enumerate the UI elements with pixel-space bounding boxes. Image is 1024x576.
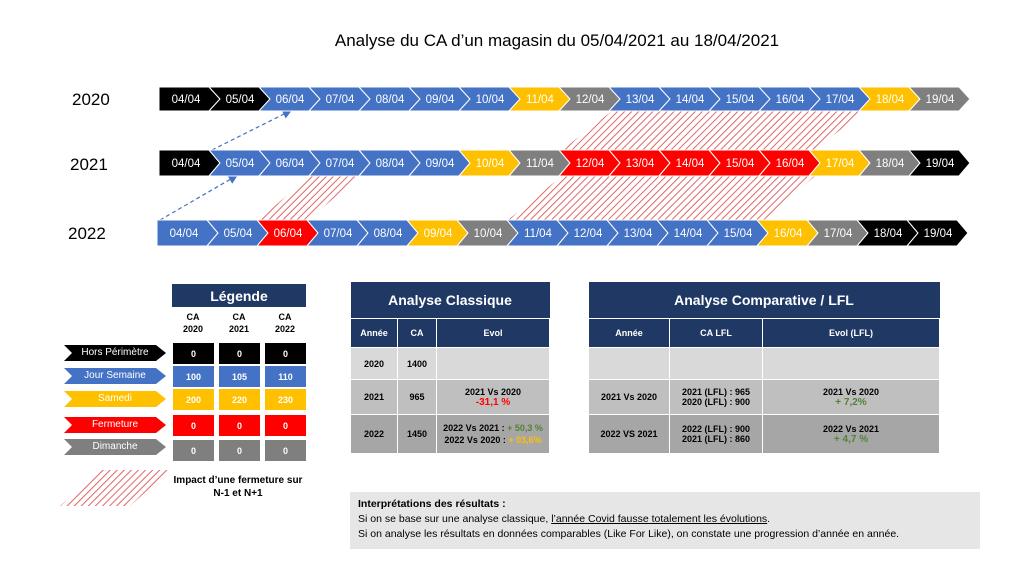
- legend-value-cell: 0: [173, 440, 214, 461]
- classic-evol-2021: [437, 380, 550, 415]
- lfl-row3-evol: [763, 415, 940, 454]
- day-label-2022-14: 18/04: [873, 228, 903, 240]
- lfl-header-evol: Evol (LFL): [763, 319, 940, 348]
- classic-evol-2022: [437, 415, 550, 454]
- lfl-row3-ca-b: 2021 (LFL) : 860: [681, 434, 751, 444]
- day-label-2020-12: 16/04: [775, 94, 805, 106]
- day-label-2021-1: 05/04: [225, 158, 255, 170]
- legend-value-cell: 230: [265, 389, 306, 410]
- day-label-2022-13: 17/04: [823, 228, 853, 240]
- legend-column-header: CA 2022: [274, 312, 296, 334]
- day-label-2020-7: 11/04: [526, 94, 554, 106]
- legend-value-cell: 110: [265, 366, 306, 387]
- timeline-diagram: [0, 0, 1024, 270]
- classic-evol-2020: [437, 348, 550, 380]
- legend-tag: [64, 417, 166, 433]
- impact-hatch-sample: [60, 470, 170, 506]
- day-label-2021-9: 13/04: [625, 158, 655, 170]
- interpretation-line1-suffix: .: [767, 513, 771, 525]
- classic-title: Analyse Classique: [351, 282, 550, 319]
- classic-evol-b-label: 2022 Vs 2020 :: [444, 435, 506, 445]
- classic-header-ca: CA: [398, 319, 437, 348]
- lfl-row3-ca: [670, 415, 763, 454]
- legend-value-cell: 0: [219, 343, 260, 364]
- classic-evol-a-value: + 50,3 %: [507, 423, 543, 433]
- interpretation-line1-underlined: l’année Covid fausse totalement les évolutions: [551, 513, 768, 525]
- lfl-row2-evol: [763, 380, 940, 415]
- legend-value-cell: 0: [265, 440, 306, 461]
- lfl-header-year: Année: [589, 319, 670, 348]
- impact-band-2020-2021: [562, 111, 864, 150]
- year-label-2020: 2020: [72, 90, 110, 109]
- lfl-row1-evol: [763, 348, 940, 380]
- day-label-2022-12: 16/04: [773, 228, 803, 240]
- lfl-row2-ca: [670, 380, 763, 415]
- lfl-row2-evol-value: + 7,2%: [835, 396, 867, 408]
- day-label-2022-9: 13/04: [623, 228, 653, 240]
- day-label-2021-4: 08/04: [375, 158, 405, 170]
- classic-evol-2021-value: -31,1 %: [475, 396, 511, 408]
- day-label-2022-2: 06/04: [273, 228, 303, 240]
- day-label-2022-1: 05/04: [223, 228, 253, 240]
- day-label-2020-4: 08/04: [375, 94, 405, 106]
- day-label-2021-0: 04/04: [171, 158, 201, 170]
- classic-year-2021: 2021: [351, 380, 398, 415]
- legend-value-cell: 105: [219, 366, 260, 387]
- legend-tag-label: Dimanche: [92, 441, 138, 452]
- legend-value-cell: 220: [219, 389, 260, 410]
- year-label-2021: 2021: [70, 155, 108, 174]
- interpretation-line1-prefix: Si on se base sur une analyse classique,: [358, 513, 552, 525]
- day-label-2022-3: 07/04: [323, 228, 353, 240]
- day-label-2021-14: 18/04: [875, 158, 905, 170]
- shift-arrow-lower: [160, 176, 236, 220]
- legend-tag: [64, 391, 166, 407]
- legend-tag: [64, 345, 166, 361]
- day-label-2020-2: 06/04: [275, 94, 305, 106]
- day-label-2022-4: 08/04: [373, 228, 403, 240]
- day-label-2020-0: 04/04: [171, 94, 201, 106]
- legend-value-cell: 0: [173, 343, 214, 364]
- legend-value-cell: 0: [173, 415, 214, 436]
- legend-tag: [64, 439, 166, 455]
- legend-column-header: CA 2020: [182, 312, 204, 334]
- page-title: Analyse du CA d’un magasin du 05/04/2021 au 18/04/2021: [334, 31, 780, 50]
- classic-ca-2022: 1450: [398, 415, 437, 454]
- legend-tag-label: Jour Semaine: [84, 370, 146, 381]
- lfl-row1-ca: [670, 348, 763, 380]
- day-label-2021-10: 14/04: [675, 158, 705, 170]
- impact-band-2021-2022-a: [258, 176, 360, 220]
- day-label-2021-5: 09/04: [425, 158, 455, 170]
- day-label-2020-14: 18/04: [875, 94, 905, 106]
- classic-ca-2021: 965: [398, 380, 437, 415]
- legend-value-cell: 0: [265, 415, 306, 436]
- lfl-table: [588, 282, 940, 454]
- legend-tag: [64, 368, 166, 384]
- lfl-title: Analyse Comparative / LFL: [589, 282, 940, 319]
- day-label-2021-12: 16/04: [775, 158, 805, 170]
- lfl-row2-ca-b: 2020 (LFL) : 900: [681, 397, 751, 407]
- impact-band-2021-2022-b: [508, 176, 815, 220]
- day-label-2022-10: 14/04: [673, 228, 703, 240]
- classic-year-2022: 2022: [351, 415, 398, 454]
- day-label-2020-11: 15/04: [725, 94, 755, 106]
- lfl-row2-evol-label: 2021 Vs 2020: [822, 386, 880, 397]
- day-label-2020-1: 05/04: [225, 94, 255, 106]
- interpretation-line1: [358, 512, 972, 527]
- legend-tag-label: Hors Périmètre: [81, 347, 149, 358]
- day-label-2022-8: 12/04: [573, 228, 603, 240]
- day-label-2021-13: 17/04: [825, 158, 855, 170]
- classic-header-year: Année: [351, 319, 398, 348]
- lfl-row3-evol-value: + 4,7 %: [833, 433, 869, 445]
- legend-column-header: CA 2021: [228, 312, 250, 334]
- classic-evol-a-label: 2022 Vs 2021 :: [443, 423, 505, 433]
- day-label-2022-0: 04/04: [169, 228, 199, 240]
- lfl-row2-ca-a: 2021 (LFL) : 965: [681, 387, 751, 397]
- day-label-2020-15: 19/04: [925, 94, 955, 106]
- legend-value-cell: 100: [173, 366, 214, 387]
- classic-header-evol: Evol: [437, 319, 550, 348]
- lfl-row3-year: 2022 VS 2021: [589, 415, 670, 454]
- day-label-2021-11: 15/04: [725, 158, 755, 170]
- classic-table: [350, 282, 550, 454]
- day-label-2020-3: 07/04: [325, 94, 355, 106]
- legend-value-cell: 0: [219, 440, 260, 461]
- day-label-2022-6: 10/04: [473, 228, 503, 240]
- legend-tag-label: Samedi: [98, 393, 132, 404]
- day-label-2021-8: 12/04: [575, 158, 605, 170]
- day-label-2021-6: 10/04: [475, 158, 505, 170]
- classic-year-2020: 2020: [351, 348, 398, 380]
- day-label-2022-11: 15/04: [723, 228, 753, 240]
- classic-ca-2020: 1400: [398, 348, 437, 380]
- day-label-2020-9: 13/04: [625, 94, 655, 106]
- day-label-2021-7: 11/04: [526, 158, 554, 170]
- interpretation-line2: Si on analyse les résultats en données comparables (Like For Like), on constate une progression d’année en année.: [358, 528, 900, 540]
- classic-evol-2021-label: 2021 Vs 2020: [464, 386, 522, 397]
- lfl-row2-year: 2021 Vs 2020: [589, 380, 670, 415]
- day-label-2020-10: 14/04: [675, 94, 705, 106]
- year-label-2022: 2022: [68, 224, 106, 243]
- day-label-2021-2: 06/04: [275, 158, 305, 170]
- day-label-2022-7: 11/04: [524, 228, 552, 240]
- day-label-2020-6: 10/04: [475, 94, 505, 106]
- day-label-2020-13: 17/04: [825, 94, 855, 106]
- legend-title: Légende: [172, 284, 306, 307]
- day-label-2022-5: 09/04: [423, 228, 453, 240]
- classic-evol-b-value: + 03,6%: [508, 435, 542, 445]
- legend-value-cell: 0: [219, 415, 260, 436]
- lfl-row3-evol-label: 2022 Vs 2021: [822, 423, 880, 434]
- lfl-row1-year: [589, 348, 670, 380]
- interpretation-heading: Interprétations des résultats :: [358, 498, 506, 510]
- legend-value-cell: 0: [265, 343, 306, 364]
- impact-label: Impact d’une fermeture sur N-1 et N+1: [173, 475, 303, 499]
- interpretation-box: [350, 492, 980, 549]
- day-label-2021-15: 19/04: [925, 158, 955, 170]
- day-label-2020-8: 12/04: [575, 94, 605, 106]
- shift-arrow-upper: [212, 111, 290, 150]
- day-label-2021-3: 07/04: [325, 158, 355, 170]
- lfl-header-ca: CA LFL: [670, 319, 763, 348]
- legend-value-cell: 200: [173, 389, 214, 410]
- day-label-2020-5: 09/04: [425, 94, 455, 106]
- legend-tag-label: Fermeture: [91, 419, 139, 430]
- lfl-row3-ca-a: 2022 (LFL) : 900: [681, 424, 751, 434]
- day-label-2022-15: 19/04: [923, 228, 953, 240]
